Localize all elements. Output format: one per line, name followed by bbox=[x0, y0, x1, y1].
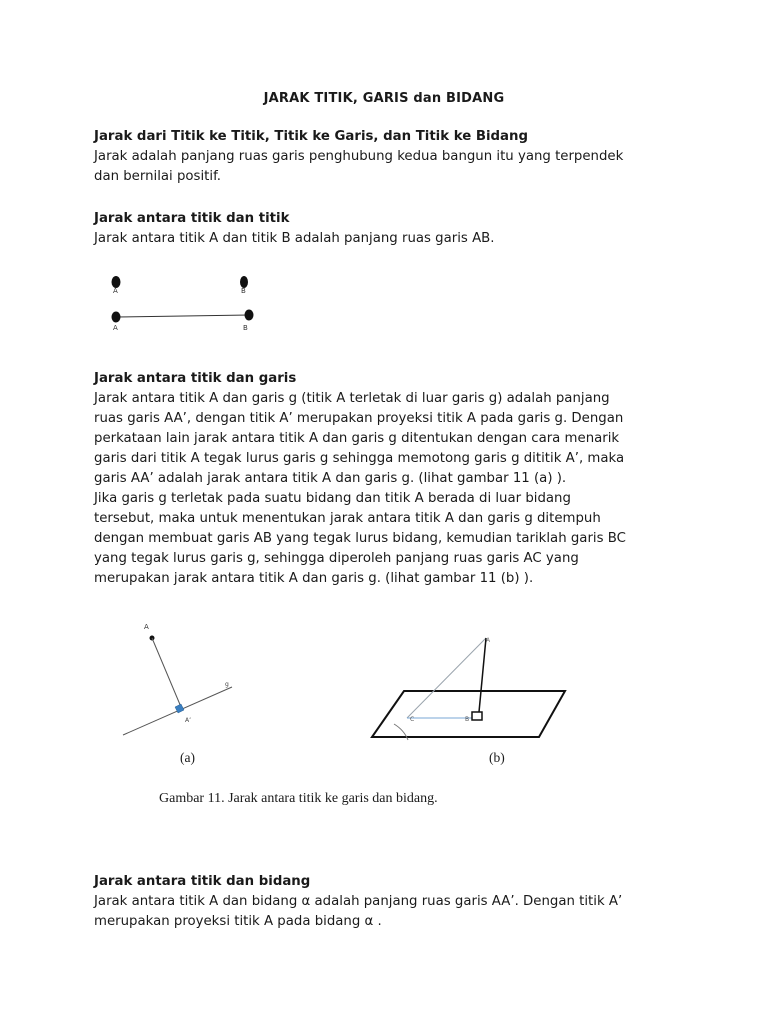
section-heading: Jarak antara titik dan titik bbox=[94, 211, 290, 226]
figure-11b-point-plane bbox=[360, 632, 580, 744]
figure-sublabel-a: (a) bbox=[180, 750, 195, 765]
label-a: A bbox=[486, 637, 491, 644]
paragraph-line: merupakan jarak antara titik A dan garis g. (lihat gambar 11 (b) ). bbox=[94, 571, 534, 586]
section-heading: Jarak antara titik dan garis bbox=[94, 371, 297, 386]
label-g: g bbox=[225, 681, 229, 688]
section-point-point bbox=[94, 209, 694, 249]
figure-caption: Gambar 11. Jarak antara titik ke garis dan bidang. bbox=[159, 791, 438, 806]
paragraph-line: perkataan lain jarak antara titik A dan garis g ditentukan dengan cara menarik bbox=[94, 431, 620, 446]
paragraph-line: merupakan proyeksi titik A pada bidang α . bbox=[94, 914, 382, 929]
paragraph-line: dengan membuat garis AB yang tegak lurus bidang, kemudian tariklah garis BC bbox=[94, 531, 626, 546]
figure-sublabel-b: (b) bbox=[489, 750, 505, 765]
segment-aa-prime bbox=[152, 638, 181, 707]
point-b bbox=[245, 310, 254, 321]
page-title: JARAK TITIK, GARIS dan BIDANG bbox=[263, 91, 505, 106]
paragraph-line: garis AA’ adalah jarak antara titik A dan garis g. (lihat gambar 11 (a) ). bbox=[94, 471, 567, 486]
label-a-prime: A’ bbox=[185, 717, 192, 724]
paragraph-line: Jarak adalah panjang ruas garis penghubung kedua bangun itu yang terpendek bbox=[94, 149, 624, 164]
section-point-line bbox=[94, 369, 694, 589]
label-b: B bbox=[243, 324, 248, 332]
label-a-top: A bbox=[113, 287, 118, 295]
figure-point-distance bbox=[100, 268, 280, 338]
label-b: B bbox=[465, 716, 470, 723]
label-b-top: B bbox=[241, 287, 246, 295]
right-angle-box bbox=[472, 712, 482, 720]
label-a: A bbox=[144, 623, 149, 631]
segment-ab bbox=[116, 315, 249, 317]
paragraph-line: Jika garis g terletak pada suatu bidang dan titik A berada di luar bidang bbox=[94, 491, 571, 506]
section-heading: Jarak antara titik dan bidang bbox=[94, 874, 311, 889]
section-definition bbox=[94, 127, 694, 187]
segment-ac bbox=[407, 638, 486, 718]
label-a: A bbox=[113, 324, 118, 332]
paragraph-line: garis dari titik A tegak lurus garis g sehingga memotong garis g dititik A’, maka bbox=[94, 451, 625, 466]
paragraph-line: tersebut, maka untuk menentukan jarak antara titik A dan garis g ditempuh bbox=[94, 511, 601, 526]
paragraph-line: ruas garis AA’, dengan titik A’ merupakan proyeksi titik A pada garis g. Dengan bbox=[94, 411, 624, 426]
segment-ab bbox=[479, 638, 486, 712]
paragraph-line: yang tegak lurus garis g, sehingga diperoleh panjang ruas garis AC yang bbox=[94, 551, 579, 566]
paragraph-line: dan bernilai positif. bbox=[94, 169, 222, 184]
section-heading: Jarak dari Titik ke Titik, Titik ke Garis, dan Titik ke Bidang bbox=[94, 129, 529, 144]
point-a bbox=[112, 312, 121, 323]
plane-alpha bbox=[372, 691, 565, 737]
label-c: C bbox=[410, 716, 415, 723]
paragraph-line: Jarak antara titik A dan titik B adalah panjang ruas garis AB. bbox=[94, 231, 495, 246]
paragraph-line: Jarak antara titik A dan garis g (titik A terletak di luar garis g) adalah panjang bbox=[94, 391, 610, 406]
paragraph-line: Jarak antara titik A dan bidang α adalah panjang ruas garis AA’. Dengan titik A’ bbox=[94, 894, 623, 909]
figure-11a-point-line bbox=[118, 618, 248, 746]
section-point-plane bbox=[94, 872, 694, 932]
